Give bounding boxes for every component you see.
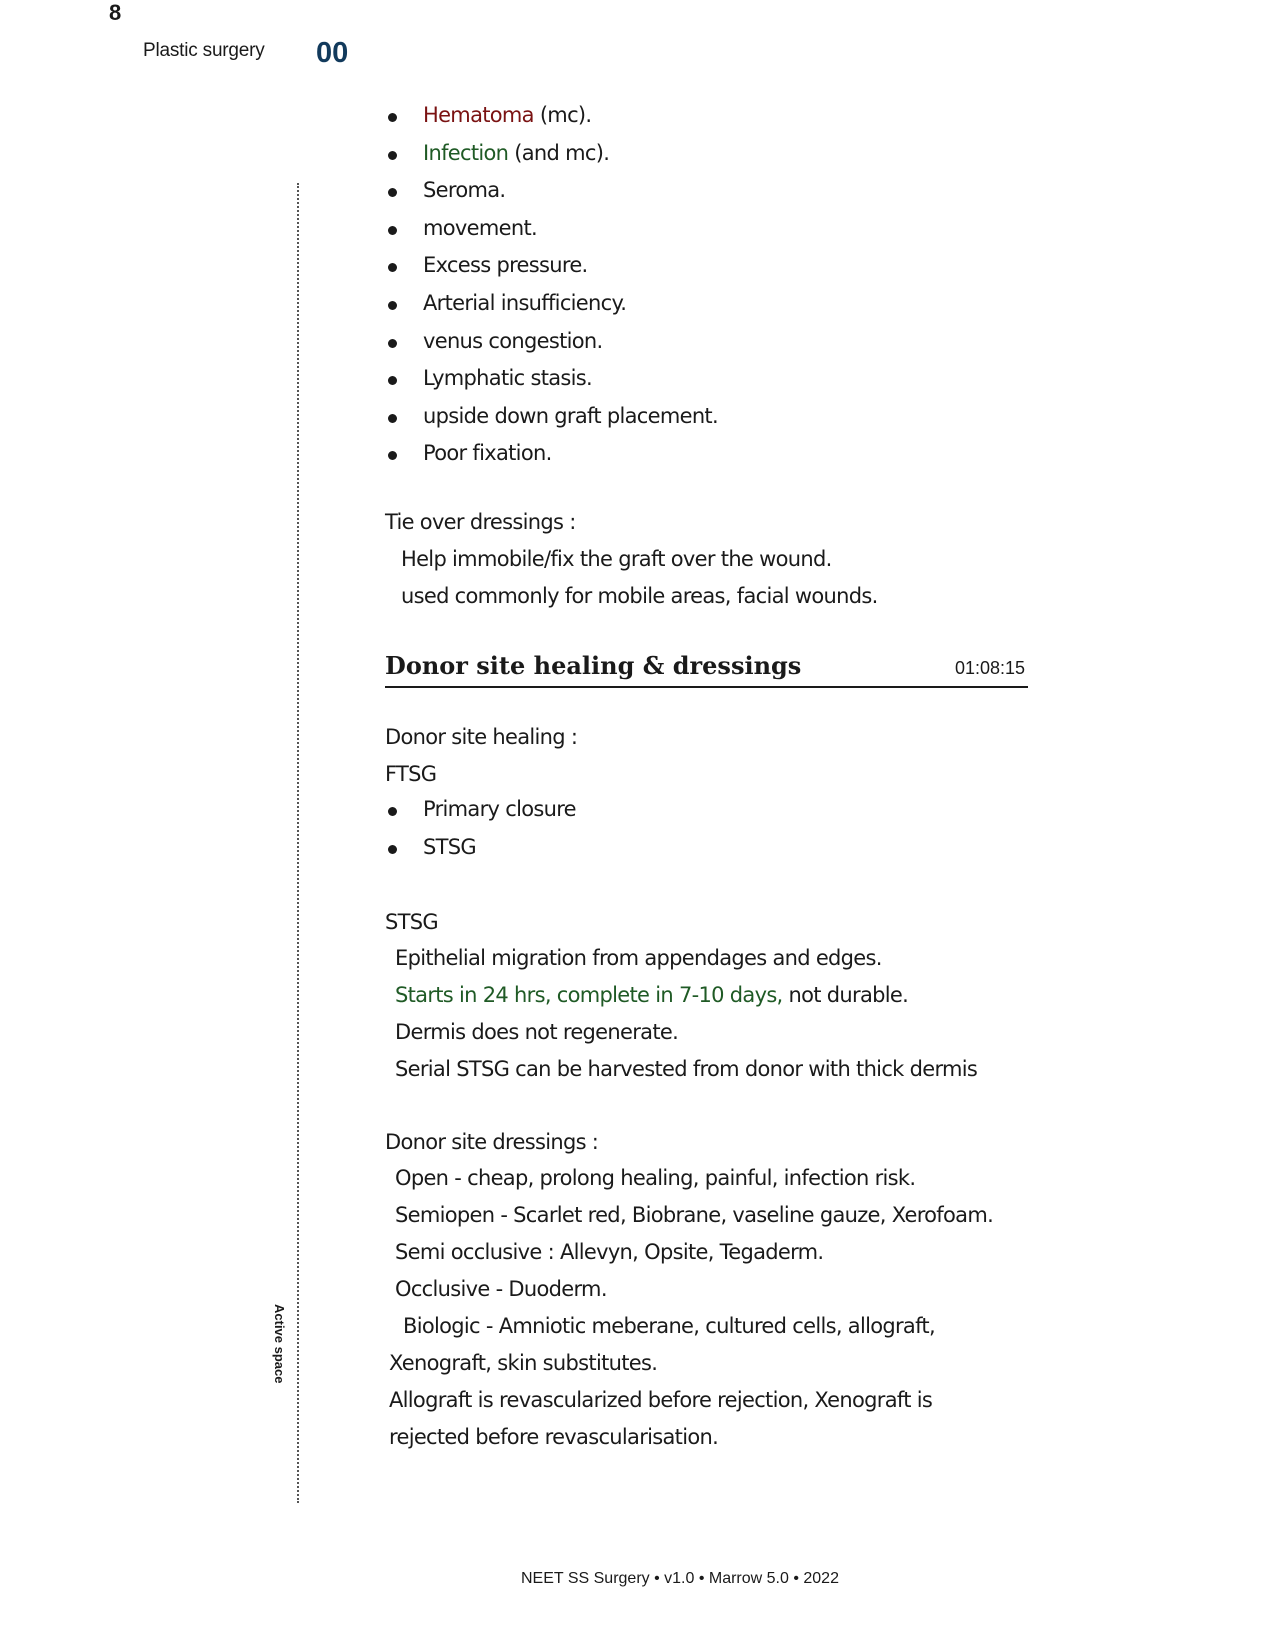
list-item: Primary closure (385, 794, 576, 832)
stsg-line: Epithelial migration from appendages and edges. (395, 946, 882, 970)
tie-over-heading: Tie over dressings : (385, 510, 576, 534)
list-item: Lymphatic stasis. (385, 363, 718, 401)
dressing-line: Biologic - Amniotic meberane, cultured cells, allograft, (403, 1314, 935, 1338)
list-item: Hematoma (mc). (385, 100, 718, 138)
dressing-line: Allograft is revascularized before rejection, Xenograft is (389, 1388, 933, 1412)
active-space-label: Active space (272, 1304, 287, 1384)
footer: NEET SS Surgery • v1.0 • Marrow 5.0 • 2022 (521, 1570, 839, 1587)
donor-healing-heading: Donor site healing : (385, 725, 578, 749)
stsg-label: STSG (385, 910, 438, 934)
dressing-line: Xenograft, skin substitutes. (389, 1351, 658, 1375)
ftsg-label: FTSG (385, 762, 437, 786)
stsg-line: Dermis does not regenerate. (395, 1020, 679, 1044)
chapter-number: 00 (316, 37, 349, 69)
list-item: upside down graft placement. (385, 401, 718, 439)
list-item: movement. (385, 213, 718, 251)
tie-over-line: Help immobile/fix the graft over the wound. (401, 547, 832, 571)
ftsg-closure-list (385, 794, 576, 869)
dressing-line: Semi occlusive : Allevyn, Opsite, Tegaderm. (395, 1240, 824, 1264)
graft-failure-list (385, 100, 718, 476)
dressing-line: Open - cheap, prolong healing, painful, infection risk. (395, 1166, 916, 1190)
dressing-line: Occlusive - Duoderm. (395, 1277, 607, 1301)
list-item: Poor fixation. (385, 438, 718, 476)
dressing-line: rejected before revascularisation. (389, 1425, 719, 1449)
list-item: STSG (385, 832, 576, 870)
dressing-line: Semiopen - Scarlet red, Biobrane, vaseline gauze, Xerofoam. (395, 1203, 994, 1227)
donor-dressings-heading: Donor site dressings : (385, 1130, 599, 1154)
subject-title: Plastic surgery (143, 40, 265, 61)
section-title: Donor site healing & dressings (385, 651, 802, 680)
section-underline (385, 686, 1028, 688)
margin-dotted-rule (297, 183, 299, 1503)
stsg-line: Serial STSG can be harvested from donor with thick dermis (395, 1057, 978, 1081)
list-item: Arterial insufficiency. (385, 288, 718, 326)
video-timestamp: 01:08:15 (955, 658, 1026, 678)
page-number: 8 (109, 0, 122, 25)
list-item: Excess pressure. (385, 250, 718, 288)
list-item: Infection (and mc). (385, 138, 718, 176)
list-item: Seroma. (385, 175, 718, 213)
list-item: venus congestion. (385, 326, 718, 364)
tie-over-line: used commonly for mobile areas, facial wounds. (401, 584, 878, 608)
stsg-line: Starts in 24 hrs, complete in 7-10 days, not durable. (395, 983, 909, 1007)
